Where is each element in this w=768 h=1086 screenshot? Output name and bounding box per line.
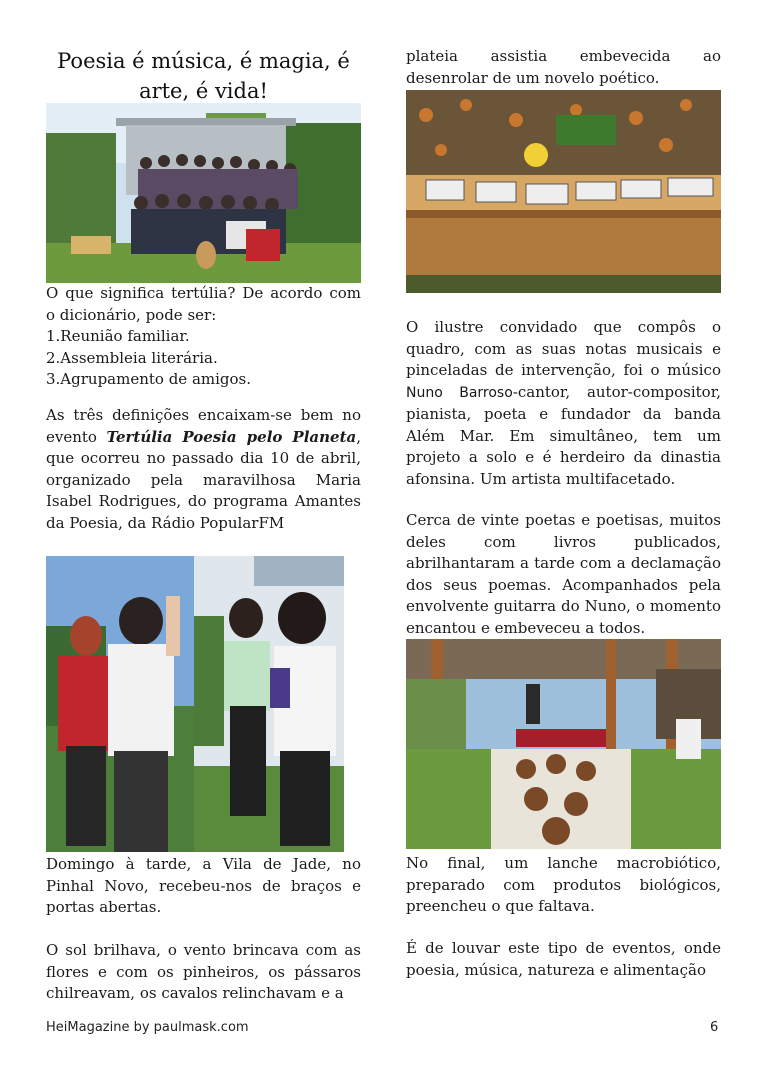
event-name: Tertúlia Poesia pelo Planeta (106, 427, 357, 446)
musician-paragraph-text: O ilustre convidado que compôs o quadro, com as suas notas musicais e pinceladas de intervenção, foi o músico (406, 318, 721, 379)
article-title: Poesia é música, é magia, é arte, é vida! (57, 49, 350, 103)
musician-paragraph (406, 317, 721, 490)
photo-two-people-left (46, 556, 194, 852)
event-paragraph-text: As três definições encaixam-se bem no evento (46, 406, 361, 446)
footer-publication: HeiMagazine by paulmask.com (46, 1020, 249, 1035)
continuation-paragraph: plateia assistia embevecida ao desenrolar de um novelo poético. (406, 47, 721, 87)
definition-item: 2.Assembleia literária. (46, 348, 218, 367)
praise-paragraph: É de louvar este tipo de eventos, onde poesia, música, natureza e alimentação (406, 939, 721, 979)
definition-item: 1.Reunião familiar. (46, 327, 190, 345)
musician-name: Nuno Barroso (406, 384, 513, 401)
event-paragraph-text-end: , que ocorreu no passado dia 10 de abril, organizado pela maravilhosa Maria Isabel Rodrigues, do programa Amantes da Poesia, da Rádio PopularFM (46, 427, 361, 532)
footer-page-number: 6 (710, 1020, 719, 1035)
event-paragraph (46, 405, 361, 534)
snack-paragraph: No final, um lanche macrobiótico, preparado com produtos biológicos, preencheu o que faltava. (406, 854, 721, 915)
photo-two-people-right (194, 556, 344, 852)
group-photo (46, 103, 361, 283)
arrival-paragraph: Domingo à tarde, a Vila de Jade, no Pinhal Novo, recebeu-nos de braços e portas abertas. (46, 855, 361, 916)
definition-item: 3.Agrupamento de amigos. (46, 370, 252, 388)
musician-paragraph-text-end: -cantor, autor-compositor, pianista, poeta e fundador da banda Além Mar. Em simultâneo, tem um projeto a solo e é herdeiro da dinastia afonsina. Um artista multifacetado. (406, 382, 721, 488)
atmosphere-paragraph: O sol brilhava, o vento brincava com as flores e com os pinheiros, os pássaros chilreavam, os cavalos relinchavam e a (46, 941, 361, 1002)
books-table-photo (406, 90, 721, 293)
intro-paragraph (46, 283, 361, 391)
poets-paragraph: Cerca de vinte poetas e poetisas, muitos deles com livros publicados, abrilhantaram a tarde com a declamação dos seus poemas. Acompanhados pela envolvente guitarra do Nuno, o momento encantou e embeveceu a todos. (406, 511, 721, 637)
food-table-photo (406, 639, 721, 849)
intro-question: O que significa tertúlia? De acordo com o dicionário, pode ser: (46, 284, 361, 324)
